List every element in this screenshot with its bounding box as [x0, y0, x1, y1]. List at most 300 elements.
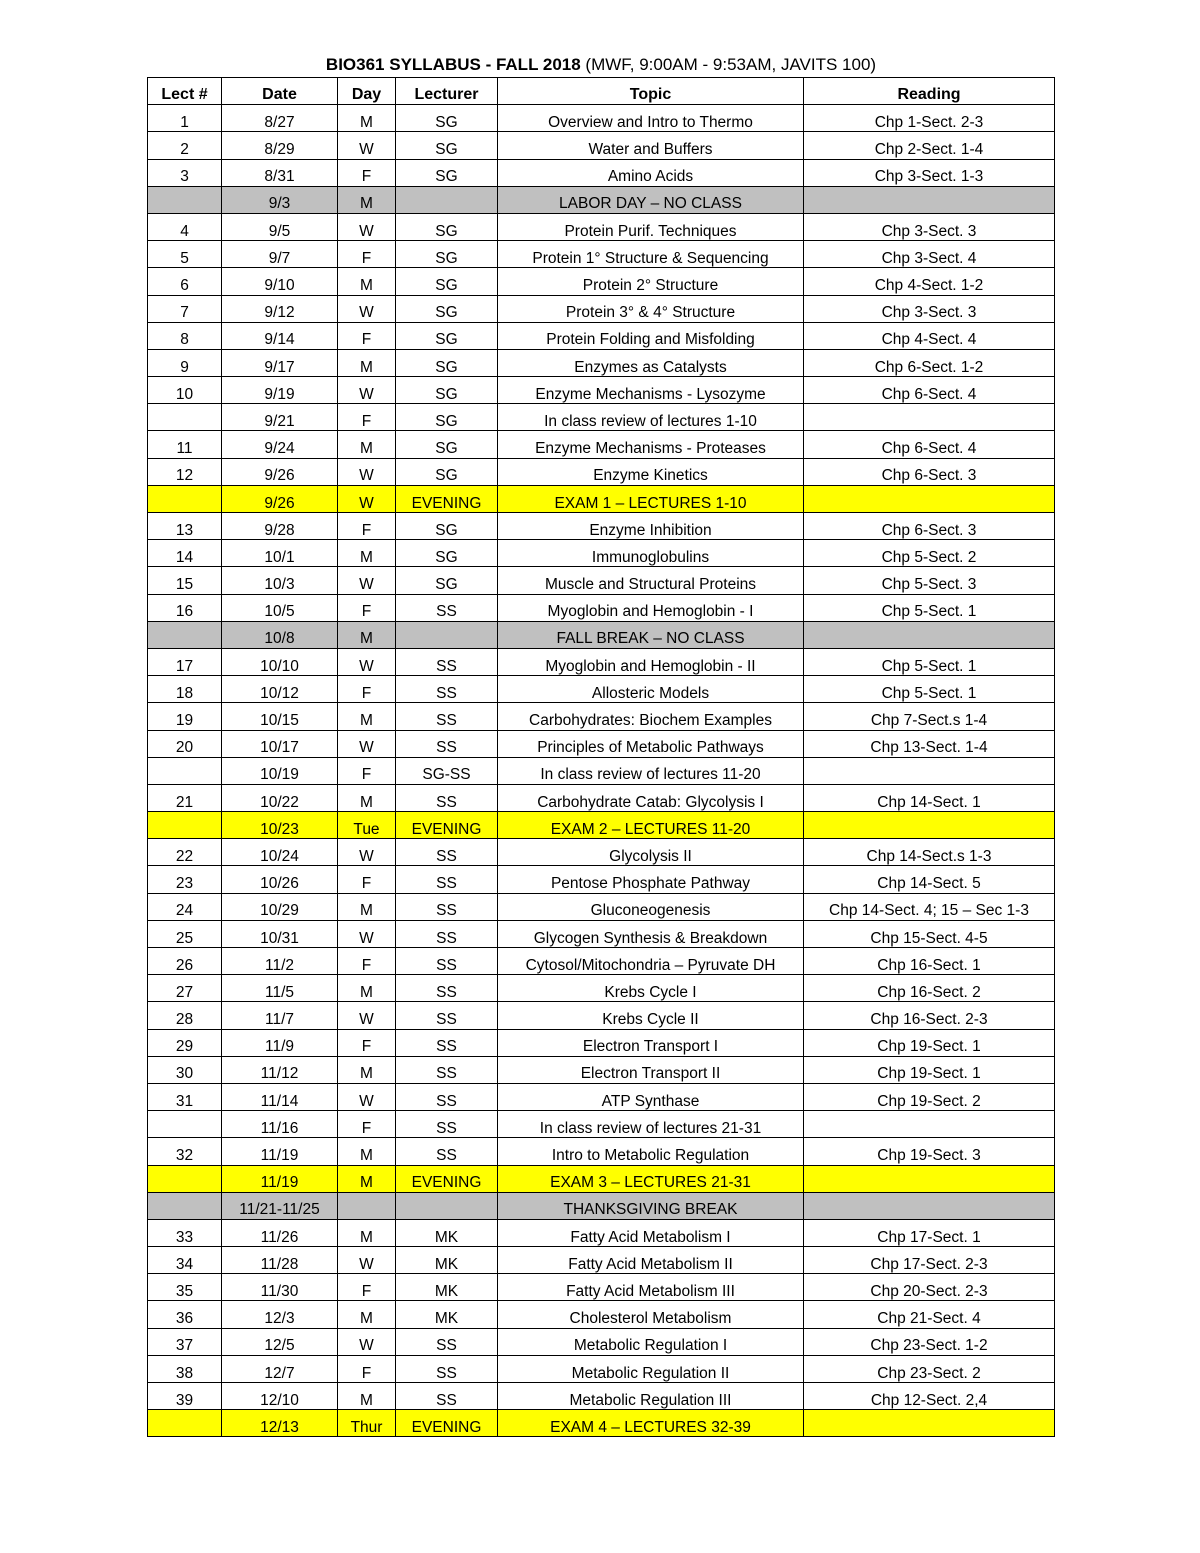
cell-topic: EXAM 3 – LECTURES 21-31	[498, 1165, 804, 1192]
cell-lect: 19	[148, 703, 222, 730]
cell-date: 12/10	[222, 1383, 338, 1410]
cell-day: W	[338, 1002, 396, 1029]
table-row	[148, 295, 1055, 322]
exam-row	[148, 485, 1055, 512]
cell-date: 11/28	[222, 1247, 338, 1274]
cell-topic: LABOR DAY – NO CLASS	[498, 186, 804, 213]
cell-topic: Protein 1° Structure & Sequencing	[498, 241, 804, 268]
cell-date: 9/24	[222, 431, 338, 458]
table-row	[148, 513, 1055, 540]
cell-day	[338, 1192, 396, 1219]
cell-reading: Chp 13-Sect. 1-4	[804, 730, 1055, 757]
cell-date: 11/16	[222, 1111, 338, 1138]
cell-lecturer: SG	[396, 567, 498, 594]
cell-topic: Cholesterol Metabolism	[498, 1301, 804, 1328]
cell-day: M	[338, 1219, 396, 1246]
cell-topic: Muscle and Structural Proteins	[498, 567, 804, 594]
cell-day: M	[338, 540, 396, 567]
cell-reading: Chp 16-Sect. 2	[804, 975, 1055, 1002]
cell-lect: 13	[148, 513, 222, 540]
cell-lect: 32	[148, 1138, 222, 1165]
cell-lect: 30	[148, 1056, 222, 1083]
cell-lecturer: SS	[396, 920, 498, 947]
cell-date: 8/31	[222, 159, 338, 186]
cell-topic: Overview and Intro to Thermo	[498, 105, 804, 132]
cell-reading: Chp 14-Sect. 5	[804, 866, 1055, 893]
cell-day: F	[338, 1111, 396, 1138]
table-row	[148, 1383, 1055, 1410]
cell-reading: Chp 23-Sect. 2	[804, 1355, 1055, 1382]
header-day: Day	[338, 78, 396, 105]
cell-date: 10/3	[222, 567, 338, 594]
cell-date: 9/26	[222, 485, 338, 512]
cell-reading: Chp 3-Sect. 4	[804, 241, 1055, 268]
cell-lecturer: EVENING	[396, 812, 498, 839]
cell-lect: 18	[148, 676, 222, 703]
cell-lecturer	[396, 621, 498, 648]
table-row	[148, 866, 1055, 893]
cell-day: F	[338, 866, 396, 893]
cell-topic: Protein Purif. Techniques	[498, 213, 804, 240]
cell-topic: Fatty Acid Metabolism III	[498, 1274, 804, 1301]
cell-lect: 20	[148, 730, 222, 757]
cell-date: 10/26	[222, 866, 338, 893]
cell-date: 10/31	[222, 920, 338, 947]
cell-day: M	[338, 186, 396, 213]
cell-day: M	[338, 1301, 396, 1328]
header-lect: Lect #	[148, 78, 222, 105]
cell-topic: In class review of lectures 21-31	[498, 1111, 804, 1138]
cell-day: F	[338, 594, 396, 621]
table-row	[148, 241, 1055, 268]
cell-day: W	[338, 295, 396, 322]
cell-reading	[804, 757, 1055, 784]
cell-reading: Chp 16-Sect. 1	[804, 948, 1055, 975]
cell-day: W	[338, 567, 396, 594]
cell-lecturer: SS	[396, 1138, 498, 1165]
cell-day: W	[338, 213, 396, 240]
cell-lect: 38	[148, 1355, 222, 1382]
cell-topic: Myoglobin and Hemoglobin - II	[498, 648, 804, 675]
table-row	[148, 1247, 1055, 1274]
cell-lecturer: SS	[396, 676, 498, 703]
cell-day: M	[338, 1383, 396, 1410]
cell-lect: 5	[148, 241, 222, 268]
cell-reading: Chp 3-Sect. 1-3	[804, 159, 1055, 186]
cell-lect: 9	[148, 349, 222, 376]
cell-lect: 4	[148, 213, 222, 240]
cell-day: F	[338, 322, 396, 349]
cell-lecturer: SG	[396, 349, 498, 376]
cell-date: 12/5	[222, 1328, 338, 1355]
cell-reading: Chp 14-Sect.s 1-3	[804, 839, 1055, 866]
cell-day: Thur	[338, 1410, 396, 1437]
cell-date: 9/7	[222, 241, 338, 268]
title-course: BIO361 SYLLABUS - FALL 2018	[325, 55, 581, 74]
cell-lect: 12	[148, 458, 222, 485]
cell-lect: 17	[148, 648, 222, 675]
cell-lecturer: SG	[396, 268, 498, 295]
cell-lect: 11	[148, 431, 222, 458]
cell-lect: 22	[148, 839, 222, 866]
cell-reading	[804, 1111, 1055, 1138]
cell-topic: Gluconeogenesis	[498, 893, 804, 920]
cell-date: 10/10	[222, 648, 338, 675]
holiday-row	[148, 621, 1055, 648]
cell-date: 10/5	[222, 594, 338, 621]
cell-date: 11/5	[222, 975, 338, 1002]
cell-reading: Chp 4-Sect. 4	[804, 322, 1055, 349]
cell-day: W	[338, 1247, 396, 1274]
cell-date: 11/7	[222, 1002, 338, 1029]
cell-date: 10/8	[222, 621, 338, 648]
cell-date: 11/19	[222, 1138, 338, 1165]
cell-reading: Chp 23-Sect. 1-2	[804, 1328, 1055, 1355]
cell-day: F	[338, 1029, 396, 1056]
table-row	[148, 1328, 1055, 1355]
cell-lecturer: SG	[396, 241, 498, 268]
cell-topic: Amino Acids	[498, 159, 804, 186]
cell-date: 12/3	[222, 1301, 338, 1328]
header-reading: Reading	[804, 78, 1055, 105]
cell-lecturer: MK	[396, 1301, 498, 1328]
cell-topic: Enzymes as Catalysts	[498, 349, 804, 376]
cell-lect: 26	[148, 948, 222, 975]
cell-reading	[804, 485, 1055, 512]
cell-lecturer: EVENING	[396, 1165, 498, 1192]
cell-lect: 27	[148, 975, 222, 1002]
cell-day: M	[338, 1165, 396, 1192]
cell-topic: Metabolic Regulation II	[498, 1355, 804, 1382]
cell-topic: Enzyme Inhibition	[498, 513, 804, 540]
cell-reading: Chp 19-Sect. 3	[804, 1138, 1055, 1165]
cell-date: 10/12	[222, 676, 338, 703]
cell-lecturer: SS	[396, 703, 498, 730]
cell-lect	[148, 186, 222, 213]
cell-date: 9/26	[222, 458, 338, 485]
cell-lecturer: SS	[396, 648, 498, 675]
cell-reading	[804, 621, 1055, 648]
cell-lect: 28	[148, 1002, 222, 1029]
cell-date: 10/29	[222, 893, 338, 920]
cell-lect	[148, 1192, 222, 1219]
cell-lecturer: SS	[396, 1002, 498, 1029]
cell-lect	[148, 621, 222, 648]
cell-lect: 24	[148, 893, 222, 920]
cell-reading: Chp 6-Sect. 3	[804, 458, 1055, 485]
title-details: (MWF, 9:00AM - 9:53AM, JAVITS 100)	[580, 55, 877, 74]
cell-lecturer: MK	[396, 1219, 498, 1246]
cell-lect	[148, 1111, 222, 1138]
cell-lect: 3	[148, 159, 222, 186]
cell-lecturer: SG	[396, 159, 498, 186]
cell-lect: 2	[148, 132, 222, 159]
cell-reading: Chp 14-Sect. 1	[804, 784, 1055, 811]
exam-row	[148, 1165, 1055, 1192]
cell-topic: EXAM 2 – LECTURES 11-20	[498, 812, 804, 839]
cell-reading: Chp 16-Sect. 2-3	[804, 1002, 1055, 1029]
header-date: Date	[222, 78, 338, 105]
cell-topic: Fatty Acid Metabolism I	[498, 1219, 804, 1246]
cell-reading: Chp 14-Sect. 4; 15 – Sec 1-3	[804, 893, 1055, 920]
cell-reading: Chp 7-Sect.s 1-4	[804, 703, 1055, 730]
cell-topic: In class review of lectures 11-20	[498, 757, 804, 784]
cell-day: W	[338, 839, 396, 866]
exam-row	[148, 812, 1055, 839]
cell-lecturer: SG-SS	[396, 757, 498, 784]
cell-lect: 1	[148, 105, 222, 132]
table-row	[148, 1111, 1055, 1138]
table-row	[148, 431, 1055, 458]
cell-day: W	[338, 730, 396, 757]
cell-topic: EXAM 4 – LECTURES 32-39	[498, 1410, 804, 1437]
table-row	[148, 458, 1055, 485]
cell-topic: Glycogen Synthesis & Breakdown	[498, 920, 804, 947]
cell-lect	[148, 757, 222, 784]
cell-lect: 10	[148, 377, 222, 404]
cell-lect: 37	[148, 1328, 222, 1355]
cell-day: W	[338, 377, 396, 404]
cell-day: M	[338, 349, 396, 376]
cell-topic: Pentose Phosphate Pathway	[498, 866, 804, 893]
cell-day: F	[338, 1355, 396, 1382]
cell-date: 11/26	[222, 1219, 338, 1246]
cell-date: 9/17	[222, 349, 338, 376]
table-body	[148, 105, 1055, 1437]
cell-reading: Chp 2-Sect. 1-4	[804, 132, 1055, 159]
table-row	[148, 540, 1055, 567]
cell-day: W	[338, 1083, 396, 1110]
page-title	[148, 52, 1054, 78]
table-row	[148, 349, 1055, 376]
cell-topic: Protein 2° Structure	[498, 268, 804, 295]
cell-lecturer: SS	[396, 866, 498, 893]
table-row	[148, 1301, 1055, 1328]
cell-day: M	[338, 105, 396, 132]
cell-lect: 39	[148, 1383, 222, 1410]
cell-lecturer: SS	[396, 730, 498, 757]
cell-lecturer: SS	[396, 893, 498, 920]
cell-reading: Chp 17-Sect. 1	[804, 1219, 1055, 1246]
cell-reading	[804, 1165, 1055, 1192]
cell-reading: Chp 12-Sect. 2,4	[804, 1383, 1055, 1410]
cell-topic: Intro to Metabolic Regulation	[498, 1138, 804, 1165]
cell-lect: 14	[148, 540, 222, 567]
cell-day: M	[338, 1138, 396, 1165]
cell-lecturer: SS	[396, 975, 498, 1002]
cell-lect: 15	[148, 567, 222, 594]
cell-lect: 7	[148, 295, 222, 322]
cell-date: 9/10	[222, 268, 338, 295]
syllabus-table	[147, 77, 1055, 1437]
cell-day: F	[338, 757, 396, 784]
cell-topic: Carbohydrate Catab: Glycolysis I	[498, 784, 804, 811]
table-row	[148, 105, 1055, 132]
cell-date: 12/7	[222, 1355, 338, 1382]
cell-topic: Krebs Cycle I	[498, 975, 804, 1002]
cell-lecturer: SS	[396, 839, 498, 866]
cell-day: F	[338, 948, 396, 975]
cell-day: W	[338, 1328, 396, 1355]
cell-reading: Chp 5-Sect. 3	[804, 567, 1055, 594]
cell-lecturer: SG	[396, 377, 498, 404]
cell-lecturer: SG	[396, 322, 498, 349]
cell-lecturer: SG	[396, 132, 498, 159]
cell-day: W	[338, 920, 396, 947]
cell-lecturer: SS	[396, 1083, 498, 1110]
table-row	[148, 839, 1055, 866]
cell-lecturer: SS	[396, 1056, 498, 1083]
table-row	[148, 268, 1055, 295]
cell-date: 10/17	[222, 730, 338, 757]
cell-lecturer: SS	[396, 1355, 498, 1382]
cell-reading: Chp 4-Sect. 1-2	[804, 268, 1055, 295]
cell-reading: Chp 6-Sect. 3	[804, 513, 1055, 540]
cell-topic: Enzyme Mechanisms - Lysozyme	[498, 377, 804, 404]
cell-topic: Allosteric Models	[498, 676, 804, 703]
cell-date: 11/21-11/25	[222, 1192, 338, 1219]
cell-lect: 6	[148, 268, 222, 295]
cell-lect	[148, 404, 222, 431]
cell-reading: Chp 5-Sect. 2	[804, 540, 1055, 567]
cell-date: 9/3	[222, 186, 338, 213]
cell-lect: 25	[148, 920, 222, 947]
table-row	[148, 1274, 1055, 1301]
table-row	[148, 1029, 1055, 1056]
cell-lect	[148, 812, 222, 839]
table-row	[148, 703, 1055, 730]
table-row	[148, 1083, 1055, 1110]
cell-topic: Immunoglobulins	[498, 540, 804, 567]
cell-date: 9/28	[222, 513, 338, 540]
cell-reading: Chp 6-Sect. 1-2	[804, 349, 1055, 376]
cell-topic: Electron Transport II	[498, 1056, 804, 1083]
cell-reading: Chp 3-Sect. 3	[804, 213, 1055, 240]
cell-date: 10/24	[222, 839, 338, 866]
cell-reading: Chp 15-Sect. 4-5	[804, 920, 1055, 947]
table-row	[148, 1056, 1055, 1083]
cell-reading: Chp 19-Sect. 1	[804, 1056, 1055, 1083]
cell-lecturer: EVENING	[396, 1410, 498, 1437]
table-row	[148, 893, 1055, 920]
cell-reading	[804, 1192, 1055, 1219]
cell-lecturer: SS	[396, 1029, 498, 1056]
table-row	[148, 948, 1055, 975]
cell-topic: Principles of Metabolic Pathways	[498, 730, 804, 757]
table-row	[148, 1138, 1055, 1165]
cell-topic: Protein Folding and Misfolding	[498, 322, 804, 349]
cell-lecturer: SS	[396, 1328, 498, 1355]
holiday-row	[148, 1192, 1055, 1219]
cell-reading: Chp 19-Sect. 2	[804, 1083, 1055, 1110]
cell-lect: 31	[148, 1083, 222, 1110]
cell-reading	[804, 186, 1055, 213]
cell-lecturer: SG	[396, 213, 498, 240]
cell-lect: 23	[148, 866, 222, 893]
cell-lecturer: SG	[396, 458, 498, 485]
cell-day: M	[338, 893, 396, 920]
table-row	[148, 975, 1055, 1002]
cell-date: 12/13	[222, 1410, 338, 1437]
holiday-row	[148, 186, 1055, 213]
table-row	[148, 730, 1055, 757]
table-row	[148, 1219, 1055, 1246]
exam-row	[148, 1410, 1055, 1437]
cell-reading: Chp 5-Sect. 1	[804, 594, 1055, 621]
cell-reading: Chp 20-Sect. 2-3	[804, 1274, 1055, 1301]
cell-day: M	[338, 784, 396, 811]
table-row	[148, 784, 1055, 811]
cell-lect: 29	[148, 1029, 222, 1056]
cell-reading: Chp 3-Sect. 3	[804, 295, 1055, 322]
cell-topic: EXAM 1 – LECTURES 1-10	[498, 485, 804, 512]
cell-lect: 34	[148, 1247, 222, 1274]
cell-day: F	[338, 513, 396, 540]
cell-topic: ATP Synthase	[498, 1083, 804, 1110]
cell-topic: Metabolic Regulation III	[498, 1383, 804, 1410]
cell-day: M	[338, 621, 396, 648]
cell-day: W	[338, 132, 396, 159]
header-topic: Topic	[498, 78, 804, 105]
cell-date: 9/12	[222, 295, 338, 322]
cell-day: M	[338, 975, 396, 1002]
cell-day: F	[338, 1274, 396, 1301]
cell-date: 8/27	[222, 105, 338, 132]
cell-lecturer: MK	[396, 1274, 498, 1301]
cell-date: 9/14	[222, 322, 338, 349]
cell-topic: Cytosol/Mitochondria – Pyruvate DH	[498, 948, 804, 975]
cell-day: M	[338, 431, 396, 458]
table-row	[148, 757, 1055, 784]
cell-reading: Chp 1-Sect. 2-3	[804, 105, 1055, 132]
cell-day: M	[338, 1056, 396, 1083]
table-row	[148, 676, 1055, 703]
table-row	[148, 1002, 1055, 1029]
cell-lecturer: SG	[396, 105, 498, 132]
cell-topic: In class review of lectures 1-10	[498, 404, 804, 431]
table-row	[148, 594, 1055, 621]
cell-lecturer: SS	[396, 948, 498, 975]
cell-day: Tue	[338, 812, 396, 839]
table-row	[148, 377, 1055, 404]
cell-day: M	[338, 703, 396, 730]
cell-topic: Krebs Cycle II	[498, 1002, 804, 1029]
cell-lect: 36	[148, 1301, 222, 1328]
header-row	[148, 78, 1055, 105]
table-row	[148, 322, 1055, 349]
table-row	[148, 567, 1055, 594]
cell-lect: 21	[148, 784, 222, 811]
cell-lect: 35	[148, 1274, 222, 1301]
cell-date: 10/19	[222, 757, 338, 784]
cell-reading	[804, 1410, 1055, 1437]
cell-lect	[148, 1165, 222, 1192]
cell-date: 9/21	[222, 404, 338, 431]
cell-date: 10/1	[222, 540, 338, 567]
cell-lecturer: SG	[396, 513, 498, 540]
cell-date: 10/22	[222, 784, 338, 811]
cell-topic: Metabolic Regulation I	[498, 1328, 804, 1355]
cell-topic: THANKSGIVING BREAK	[498, 1192, 804, 1219]
cell-reading: Chp 5-Sect. 1	[804, 676, 1055, 703]
cell-day: F	[338, 159, 396, 186]
cell-day: F	[338, 404, 396, 431]
cell-topic: Fatty Acid Metabolism II	[498, 1247, 804, 1274]
cell-lecturer: SS	[396, 784, 498, 811]
cell-topic: Electron Transport I	[498, 1029, 804, 1056]
table-row	[148, 648, 1055, 675]
cell-topic: Glycolysis II	[498, 839, 804, 866]
